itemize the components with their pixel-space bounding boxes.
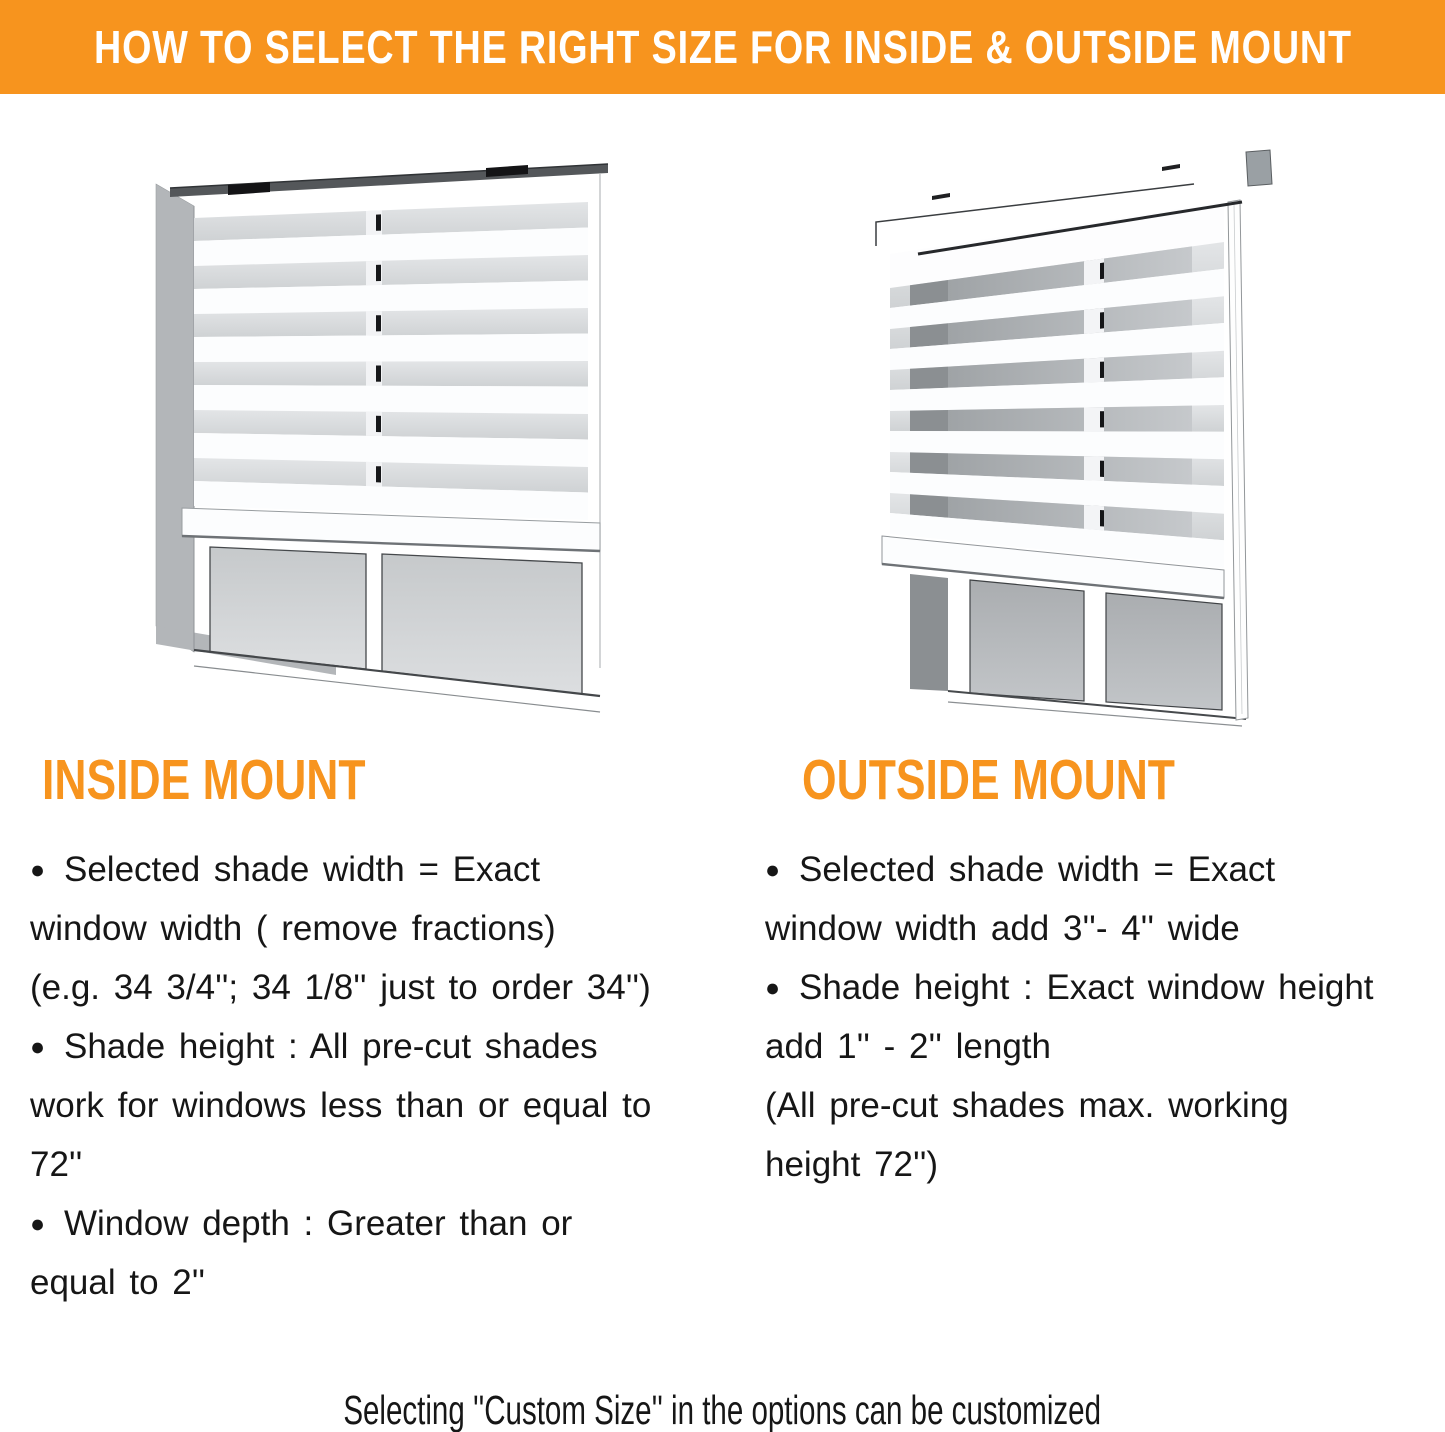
bullet-icon: ●: [765, 856, 781, 884]
outside-mount-instructions: [765, 840, 1425, 1194]
instruction-line: [765, 1076, 1425, 1135]
outside-mount-window-illustration: [862, 138, 1332, 728]
shade-side-channel: [1228, 200, 1248, 720]
instruction-line: [30, 1135, 730, 1194]
instruction-text: (e.g. 34 3/4''; 34 1/8'' just to order 34''): [30, 968, 651, 1007]
custom-size-note: [0, 1388, 1445, 1432]
instruction-text: (All pre-cut shades max. working: [765, 1086, 1289, 1125]
window-panes: [194, 547, 600, 712]
instruction-line: [765, 1017, 1425, 1076]
instruction-line: [765, 1135, 1425, 1194]
instruction-text: window width ( remove fractions): [30, 909, 556, 948]
instruction-line: [765, 899, 1425, 958]
bullet-icon: ●: [30, 1210, 46, 1238]
custom-size-note-text: Selecting ''Custom Size'' in the options can be customized: [343, 1387, 1102, 1432]
instruction-text: Selected shade width = Exact: [799, 850, 1276, 889]
outside-mount-heading: OUTSIDE MOUNT: [802, 748, 1175, 812]
instruction-text: Shade height : All pre-cut shades: [64, 1027, 598, 1066]
instruction-text: Shade height : Exact window height: [799, 968, 1374, 1007]
instruction-line: [30, 1076, 730, 1135]
zebra-shade-panel: [194, 202, 588, 520]
shade-headrail: [170, 164, 608, 197]
instruction-line: [765, 840, 1425, 899]
instruction-line: [765, 958, 1425, 1017]
instruction-text: add 1'' - 2'' length: [765, 1027, 1051, 1066]
instruction-text: Selected shade width = Exact: [64, 850, 541, 889]
instruction-line: [30, 1253, 730, 1312]
bullet-icon: ●: [30, 1033, 46, 1061]
window-panes: [910, 574, 1246, 726]
instruction-text: height 72''): [765, 1145, 939, 1184]
page-title: HOW TO SELECT THE RIGHT SIZE FOR INSIDE & OUTSIDE MOUNT: [93, 21, 1352, 73]
instruction-text: Window depth : Greater than or: [64, 1204, 573, 1243]
instruction-line: [30, 1017, 730, 1076]
instruction-line: [30, 958, 730, 1017]
instruction-text: window width add 3''- 4'' wide: [765, 909, 1240, 948]
instruction-text: 72'': [30, 1145, 83, 1184]
instruction-line: [30, 840, 730, 899]
instruction-text: equal to 2'': [30, 1263, 206, 1302]
zebra-shade-panel: [890, 202, 1224, 568]
bullet-icon: ●: [30, 856, 46, 884]
inside-mount-window-illustration: [130, 148, 630, 718]
instruction-line: [30, 899, 730, 958]
instruction-line: [30, 1194, 730, 1253]
instruction-text: work for windows less than or equal to: [30, 1086, 652, 1125]
bullet-icon: ●: [765, 974, 781, 1002]
inside-mount-instructions: [30, 840, 730, 1312]
header-banner: [0, 0, 1445, 94]
inside-mount-heading: INSIDE MOUNT: [42, 748, 366, 812]
